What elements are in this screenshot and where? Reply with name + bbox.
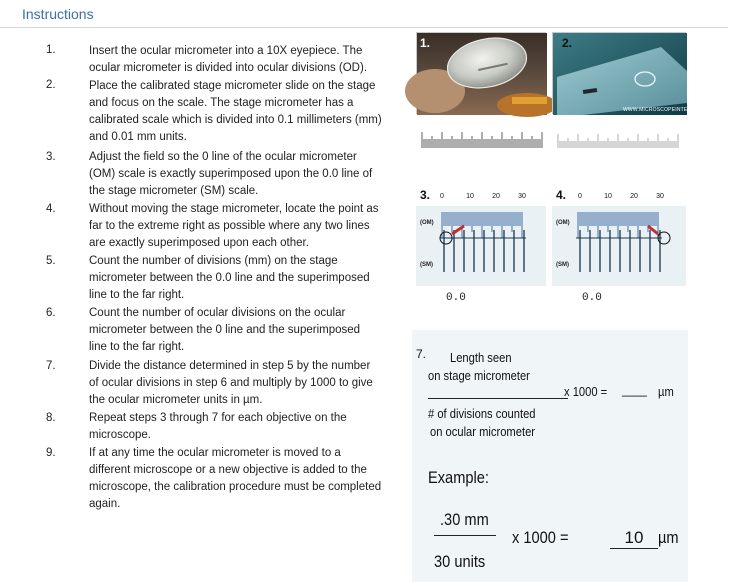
calibration-panel-3 [416,184,546,314]
multiplier-text: x 1000 = [564,384,608,399]
step-number: 6. [46,307,56,319]
step-text [89,410,405,444]
step-text [89,149,405,200]
scale-tick-label: 20 [492,193,500,200]
step-text [89,253,405,304]
sm-label: (SM) [420,262,433,268]
step-line: Repeat steps 3 through 7 for each objective on the [89,412,347,424]
step-line: and focus on the scale. The stage micrometer has a [89,97,354,109]
result-blank: ____ [622,382,647,397]
example-denominator: 30 units [434,552,486,571]
step-line: (OM) scale is exactly superimposed upon the 0.0 line of [89,168,373,180]
fraction-line [428,398,568,399]
step-line: Adjust the field so the 0 line of the ocular micrometer [89,151,357,163]
example-numerator: .30 mm [440,510,489,529]
step-line: Without moving the stage micrometer, locate the point as [89,203,379,215]
step-number: 9. [46,447,56,459]
panel-3-number: 3. [420,188,431,202]
step-line: Count the number of divisions (mm) on the stage [89,255,338,267]
photo-2-number: 2. [562,36,573,50]
step-line: micrometer between the 0 line and the superimposed [89,324,361,336]
step-line: line to the far right. [89,341,185,353]
step-line: microscope. [89,429,151,441]
step-line: ocular micrometer is divided into ocular divisions (OD). [89,62,368,74]
step-line: microscope, the calibration procedure must be completed [89,481,382,493]
step-line: Insert the ocular micrometer into a 10X eyepiece. The [89,45,363,57]
ocular-micrometer-photo [416,32,546,114]
step-line: If at any time the ocular micrometer is moved to a [89,447,341,459]
step-line: different microscope or a new objective is added to the [89,464,367,476]
denominator-line-2: on ocular micrometer [430,424,536,439]
scale-tick-label: 0 [440,193,444,200]
stage-micrometer-photo [552,32,731,114]
step-number: 4. [46,203,56,215]
om-label: (OM) [420,220,434,226]
step-number: 8. [46,412,56,424]
figure-panel [412,30,731,314]
numerator-line-2: on stage micrometer [428,368,530,383]
panel-3-scales [416,184,546,314]
stage-slide-image [553,33,687,115]
formula-step-number: 7. [416,347,427,361]
photo-1-number: 1. [420,36,431,50]
scale-tick-label: 30 [518,193,526,200]
step-line: Divide the distance determined in step 5 by the number [89,360,371,372]
step-line: are exactly superimposed upon each other. [89,237,309,249]
step-text [89,358,405,409]
step-number: 2. [46,79,56,91]
step-line: Place the calibrated stage micrometer slide on the stage [89,80,376,92]
result-unit: µm [658,384,674,399]
example-result: 10 [610,528,658,549]
step-text [89,201,405,252]
step-number: 5. [46,255,56,267]
panel-4-scales [552,184,686,314]
denominator-line-1: # of divisions counted [428,406,536,421]
formula-panel [412,330,688,582]
example-multiplier: x 1000 = [512,528,569,547]
scale-tick-label: 10 [604,193,612,200]
step-line: again. [89,498,121,510]
step-line: far to the extreme right as possible where any two lines [89,220,370,232]
panel-background [416,206,546,286]
example-unit: µm [658,528,679,547]
scale-tick-label: 20 [630,193,638,200]
step-number: 1. [46,44,56,56]
step-number: 7. [46,360,56,372]
zero-label: 0.0 [582,292,602,304]
step-line: Count the number of ocular divisions on the ocular [89,307,346,319]
step-line: the stage micrometer (SM) scale. [89,185,259,197]
step-line: line to the far right. [89,289,185,301]
step-text [89,305,405,356]
example-fraction-line [434,535,496,536]
om-label: (OM) [556,220,570,226]
step-line: and 0.01 mm units. [89,131,187,143]
ocular-disc-image [417,33,547,115]
panel-background [552,206,686,286]
step-line: calibrated scale which is divided into 0.1 millimeters (mm) [89,114,382,126]
step-number: 3. [46,151,56,163]
scale-tick-label: 30 [656,193,664,200]
scale-tick-label: 0 [578,193,582,200]
slide-watermark: WWW.MICROSCOPEINTERNATIONAL.COM [623,107,731,113]
zero-label: 0.0 [446,292,466,304]
step-line: of ocular divisions in step 6 and multiply by 1000 to give [89,377,373,389]
step-text [89,78,405,146]
step-line: micrometer between the 0.0 line and the superimposed [89,272,370,284]
step-text [89,43,405,77]
scale-tick-label: 10 [466,193,474,200]
title-divider [0,27,728,28]
panel-4-number: 4. [556,188,567,202]
scale-strip [416,122,686,152]
numerator-line-1: Length seen [450,350,512,365]
page-title: Instructions [22,6,94,22]
calibration-panel-4 [552,184,686,314]
sm-label: (SM) [556,262,569,268]
step-text [89,445,405,513]
example-label: Example: [428,468,489,487]
step-line: the ocular micrometer units in µm. [89,394,263,406]
